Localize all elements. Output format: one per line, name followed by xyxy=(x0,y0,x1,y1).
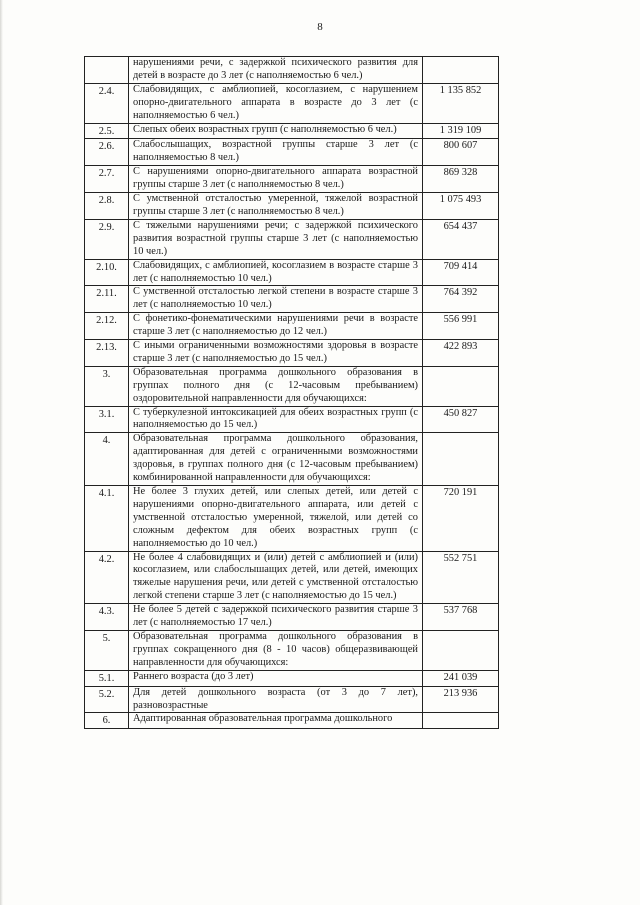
table-row xyxy=(85,406,499,433)
row-amount: 800 607 xyxy=(423,139,499,166)
row-description: Слабовидящих, с амблиопией, косоглазием в возрасте старше 3 лет (с наполняемостью 10 чел.) xyxy=(129,259,423,286)
row-amount: 764 392 xyxy=(423,286,499,313)
row-description: Слепых обеих возрастных групп (с наполняемостью 6 чел.) xyxy=(129,123,423,139)
row-description: С туберкулезной интоксикацией для обеих возрастных групп (с наполняемостью до 15 чел.) xyxy=(129,406,423,433)
row-number: 4.2. xyxy=(85,551,129,604)
table-row xyxy=(85,286,499,313)
table-row xyxy=(85,139,499,166)
table-row xyxy=(85,604,499,631)
table-row xyxy=(85,366,499,406)
table-row xyxy=(85,686,499,713)
row-description: Слабослышащих, возрастной группы старше 3 лет (с наполняемостью 8 чел.) xyxy=(129,139,423,166)
row-number: 4. xyxy=(85,433,129,486)
row-number: 2.7. xyxy=(85,166,129,193)
row-number: 3. xyxy=(85,366,129,406)
row-number: 2.9. xyxy=(85,219,129,259)
row-number: 2.13. xyxy=(85,340,129,367)
row-amount: 552 751 xyxy=(423,551,499,604)
row-amount: 709 414 xyxy=(423,259,499,286)
table-row xyxy=(85,670,499,686)
table-row xyxy=(85,123,499,139)
row-number xyxy=(85,57,129,84)
table-row xyxy=(85,313,499,340)
scan-edge xyxy=(0,0,3,905)
table-row xyxy=(85,340,499,367)
row-description: нарушениями речи, с задержкой психического развития для детей в возрасте до 3 лет (с наполняемостью 6 чел.) xyxy=(129,57,423,84)
row-amount: 1 075 493 xyxy=(423,193,499,220)
row-description: С нарушениями опорно-двигательного аппарата возрастной группы старше 3 лет (с наполняемостью 8 чел.) xyxy=(129,166,423,193)
table-row xyxy=(85,193,499,220)
table-row xyxy=(85,83,499,123)
row-amount: 1 135 852 xyxy=(423,83,499,123)
row-amount xyxy=(423,57,499,84)
row-amount: 422 893 xyxy=(423,340,499,367)
table-row xyxy=(85,630,499,670)
row-description: Слабовидящих, с амблиопией, косоглазием, с нарушением опорно-двигательного аппарата в возрасте до 3 лет (с наполняемостью 6 чел.) xyxy=(129,83,423,123)
row-description: С умственной отсталостью легкой степени в возрасте старше 3 лет (с наполняемостью 10 чел.) xyxy=(129,286,423,313)
row-description: Образовательная программа дошкольного образования в группах сокращенного дня (8 - 10 часов) общеразвивающей направленности для обучающихся: xyxy=(129,630,423,670)
row-amount xyxy=(423,630,499,670)
row-amount xyxy=(423,433,499,486)
row-amount: 869 328 xyxy=(423,166,499,193)
row-amount: 720 191 xyxy=(423,486,499,552)
table-row xyxy=(85,166,499,193)
row-number: 5. xyxy=(85,630,129,670)
tariff-table xyxy=(84,56,499,729)
table-row xyxy=(85,219,499,259)
row-number: 6. xyxy=(85,713,129,729)
row-description: Не более 5 детей с задержкой психического развития старше 3 лет (с наполняемостью 17 чел.) xyxy=(129,604,423,631)
row-number: 2.6. xyxy=(85,139,129,166)
row-description: Не более 3 глухих детей, или слепых детей, или детей с нарушениями опорно-двигательного аппарата, или детей с умственной отсталостью умеренной, тяжелой, или детей со сложным дефектом для обеих возрастных групп (с наполняемостью до 10 чел.) xyxy=(129,486,423,552)
row-amount: 654 437 xyxy=(423,219,499,259)
table-row xyxy=(85,551,499,604)
row-description: Для детей дошкольного возраста (от 3 до 7 лет), разновозрастные xyxy=(129,686,423,713)
row-amount: 241 039 xyxy=(423,670,499,686)
table-row xyxy=(85,57,499,84)
row-description: С иными ограниченными возможностями здоровья в возрасте старше 3 лет (с наполняемостью до 15 чел.) xyxy=(129,340,423,367)
row-description: С фонетико-фонематическими нарушениями речи в возрасте старше 3 лет (с наполняемостью до 12 чел.) xyxy=(129,313,423,340)
row-description: Образовательная программа дошкольного образования, адаптированная для детей с ограниченными возможностями здоровья, в группах полного дня (с 12-часовым пребыванием) комбинированной направленности для обучающихся: xyxy=(129,433,423,486)
row-description: С тяжелыми нарушениями речи; с задержкой психического развития возрастной группы старше 3 лет (с наполняемостью 10 чел.) xyxy=(129,219,423,259)
row-amount: 556 991 xyxy=(423,313,499,340)
row-number: 2.5. xyxy=(85,123,129,139)
row-number: 2.4. xyxy=(85,83,129,123)
row-amount: 450 827 xyxy=(423,406,499,433)
row-amount: 213 936 xyxy=(423,686,499,713)
row-description: Адаптированная образовательная программа дошкольного xyxy=(129,713,423,729)
table-row xyxy=(85,486,499,552)
row-description: С умственной отсталостью умеренной, тяжелой возрастной группы старше 3 лет (с наполняемостью 8 чел.) xyxy=(129,193,423,220)
table-row xyxy=(85,433,499,486)
row-amount xyxy=(423,366,499,406)
row-number: 4.3. xyxy=(85,604,129,631)
table-row xyxy=(85,713,499,729)
row-number: 2.12. xyxy=(85,313,129,340)
row-amount: 537 768 xyxy=(423,604,499,631)
row-number: 5.2. xyxy=(85,686,129,713)
table-row xyxy=(85,259,499,286)
row-description: Раннего возраста (до 3 лет) xyxy=(129,670,423,686)
row-description: Не более 4 слабовидящих и (или) детей с амблиопией и (или) косоглазием, или слабослышащих детей, или детей, имеющих тяжелые нарушения речи, или детей с умственной отсталостью легкой степени старше 3 лет (с наполняемостью до 15 чел.) xyxy=(129,551,423,604)
row-number: 2.8. xyxy=(85,193,129,220)
row-number: 2.11. xyxy=(85,286,129,313)
row-number: 5.1. xyxy=(85,670,129,686)
row-description: Образовательная программа дошкольного образования в группах полного дня (с 12-часовым пребыванием) оздоровительной направленности для обучающихся: xyxy=(129,366,423,406)
row-amount: 1 319 109 xyxy=(423,123,499,139)
tariff-table-container xyxy=(84,56,499,729)
row-amount xyxy=(423,713,499,729)
page-number: 8 xyxy=(317,21,323,33)
row-number: 4.1. xyxy=(85,486,129,552)
row-number: 2.10. xyxy=(85,259,129,286)
row-number: 3.1. xyxy=(85,406,129,433)
